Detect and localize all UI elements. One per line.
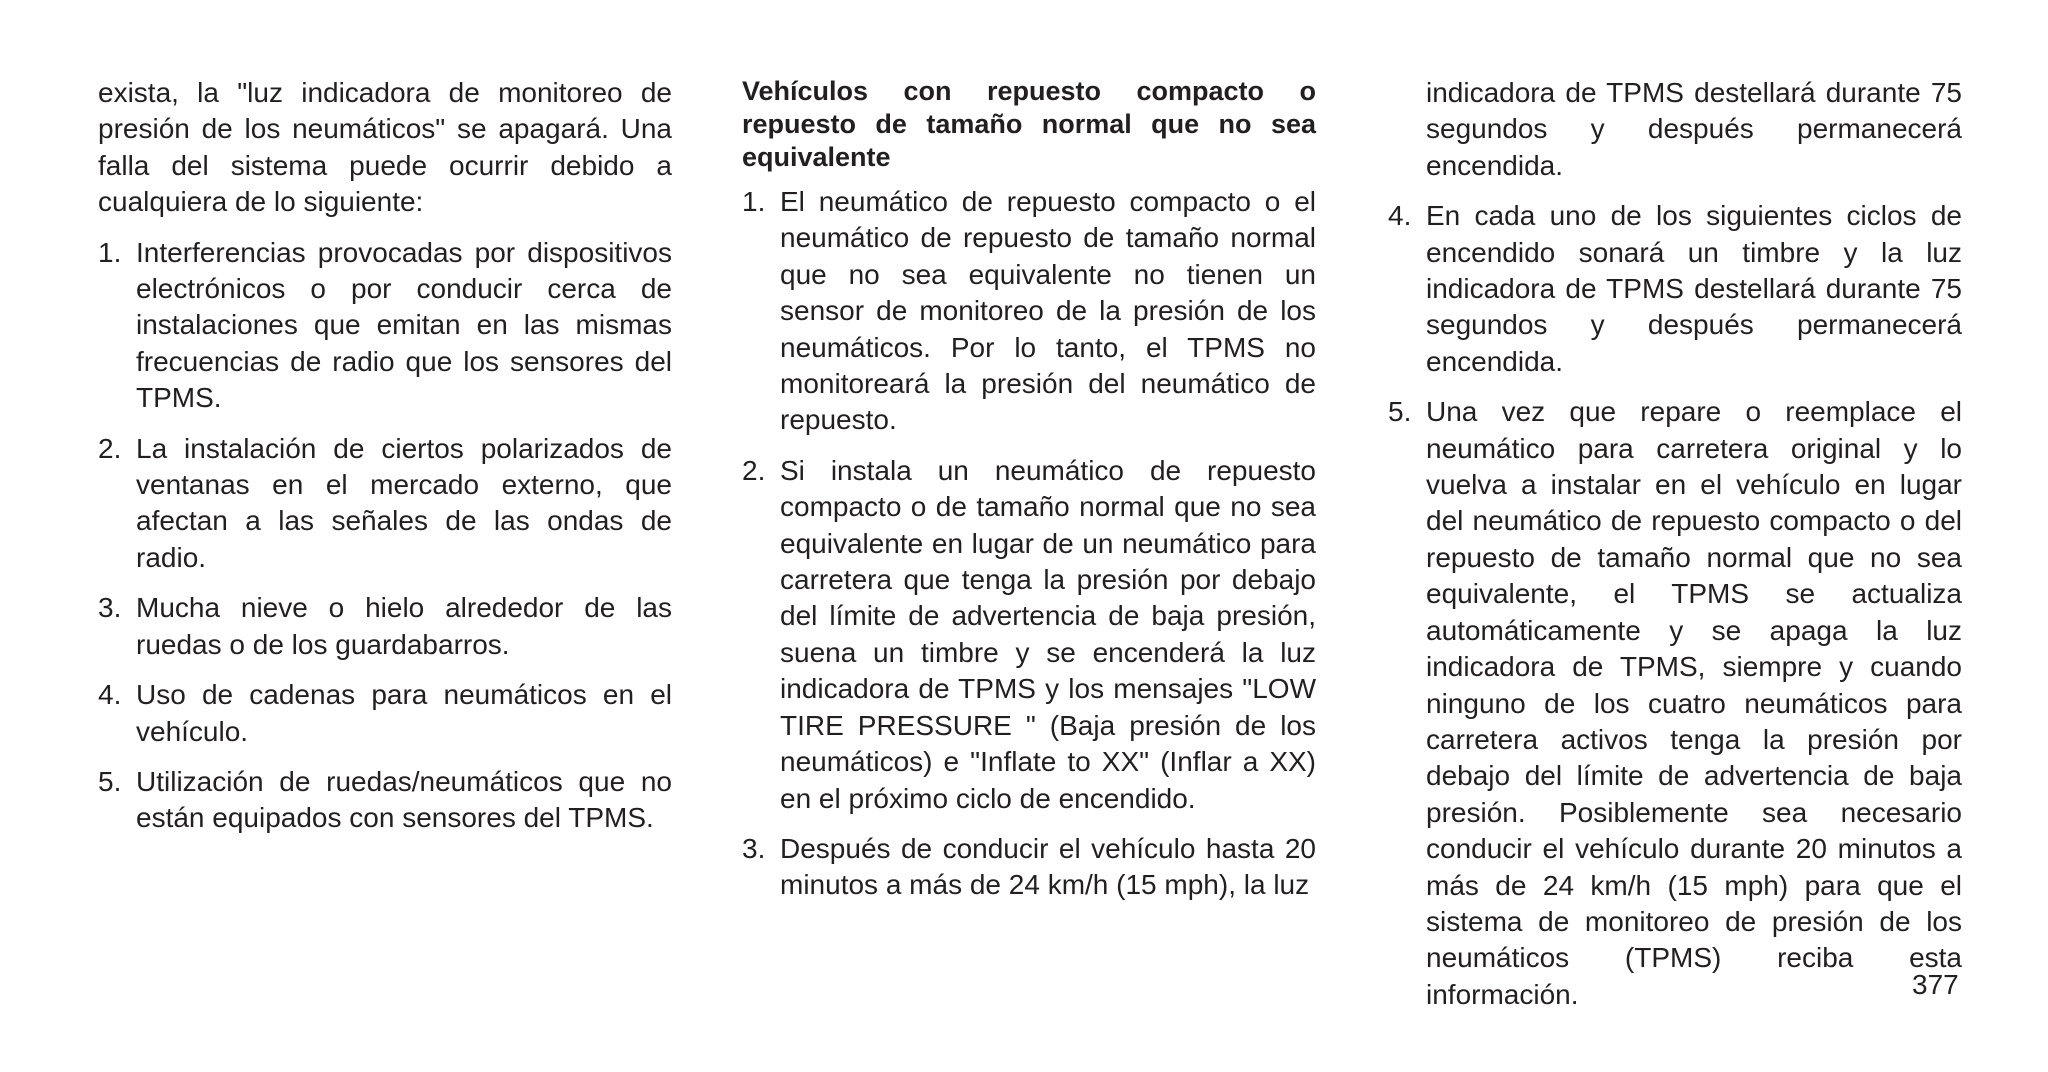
continuation-text: indicadora de TPMS destellará durante 75 segundos y después permanecerá encendida. <box>1426 77 1962 181</box>
column-left <box>98 75 672 851</box>
list-item-number: 4. <box>1388 200 1412 232</box>
list-item-text: Interferencias provocadas por dispositivos electrónicos o por conducir cerca de instalaciones que emitan en las mismas frecuencias de radio que los sensores del TPMS. <box>136 236 672 414</box>
list-item-number: 1. <box>98 236 122 268</box>
list-item <box>1388 394 1962 1013</box>
column-middle <box>742 75 1316 918</box>
list-item-text: El neumático de repuesto compacto o el neumático de repuesto de tamaño normal que no sea equivalente no tienen un sensor de monitoreo de la presión de los neumáticos. Por lo tanto, el TPMS no monitoreará la presión del neumático de repuesto. <box>780 186 1316 436</box>
list-item <box>98 764 672 837</box>
list-item-number: 3. <box>742 832 766 864</box>
list-item-text: En cada uno de los siguientes ciclos de encendido sonará un timbre y la luz indicadora de TPMS destellará durante 75 segundos y después permanecerá encendida. <box>1426 200 1962 377</box>
column-right <box>1388 75 1962 1027</box>
list-item-number: 5. <box>98 765 122 797</box>
list-item-text: Mucha nieve o hielo alrededor de las ruedas o de los guardabarros. <box>136 592 672 660</box>
list-item-number: 2. <box>98 432 122 464</box>
list-item-text: Si instala un neumático de repuesto compacto o de tamaño normal que no sea equivalente en lugar de un neumático para carretera que tenga la presión por debajo del límite de advertencia de baja presión, suena un timbre y se encenderá la luz indicadora de TPMS y los mensajes "LOW TIRE PRESSURE " (Baja presión de los neumáticos) e "Inflate to XX" (Inflar a XX) en el próximo ciclo de encendido. <box>780 454 1316 814</box>
list-item <box>98 590 672 663</box>
list-item-number: 4. <box>98 679 122 711</box>
section-heading: Vehículos con repuesto compacto o repuesto de tamaño normal que no sea equivalente <box>742 76 1316 172</box>
list-item <box>98 677 672 750</box>
list-item-number: 2. <box>742 454 766 486</box>
list-item-text: Después de conducir el vehículo hasta 20 minutos a más de 24 km/h (15 mph), la luz <box>780 832 1316 901</box>
list-item <box>742 184 1316 439</box>
list-item-continuation <box>1388 75 1962 184</box>
list-item-number: 3. <box>98 592 122 624</box>
list-item <box>98 431 672 577</box>
list-item <box>742 831 1316 904</box>
list-item <box>98 235 672 417</box>
list-item-number: 5. <box>1388 396 1412 428</box>
page-number: 377 <box>1912 969 1959 1000</box>
list-item-text: Utilización de ruedas/neumáticos que no están equipados con sensores del TPMS. <box>136 765 672 834</box>
intro-paragraph: exista, la "luz indicadora de monitoreo de presión de los neumáticos" se apagará. Una falla del sistema puede ocurrir debido a cualquiera de lo siguiente: <box>98 77 672 218</box>
list-item <box>742 453 1316 817</box>
list-item-text: La instalación de ciertos polarizados de ventanas en el mercado externo, que afectan a las señales de las ondas de radio. <box>136 432 672 573</box>
list-item-text: Uso de cadenas para neumáticos en el vehículo. <box>136 679 672 747</box>
list-item-number: 1. <box>742 186 766 217</box>
list-item-text: Una vez que repare o reemplace el neumático para carretera original y lo vuelva a instalar en el vehículo en lugar del neumático de repuesto compacto o del repuesto de tamaño normal que no sea equivalente, el TPMS se actualiza automáticamente y se apaga la luz indicadora de TPMS, siempre y cuando ninguno de los cuatro neumáticos para carretera activos tenga la presión por debajo del límite de advertencia de baja presión. Posiblemente sea necesario conducir el vehículo durante 20 minutos a más de 24 km/h (15 mph) para que el sistema de monitoreo de presión de los neumáticos (TPMS) reciba esta información. <box>1426 396 1962 1010</box>
list-item <box>1388 198 1962 380</box>
